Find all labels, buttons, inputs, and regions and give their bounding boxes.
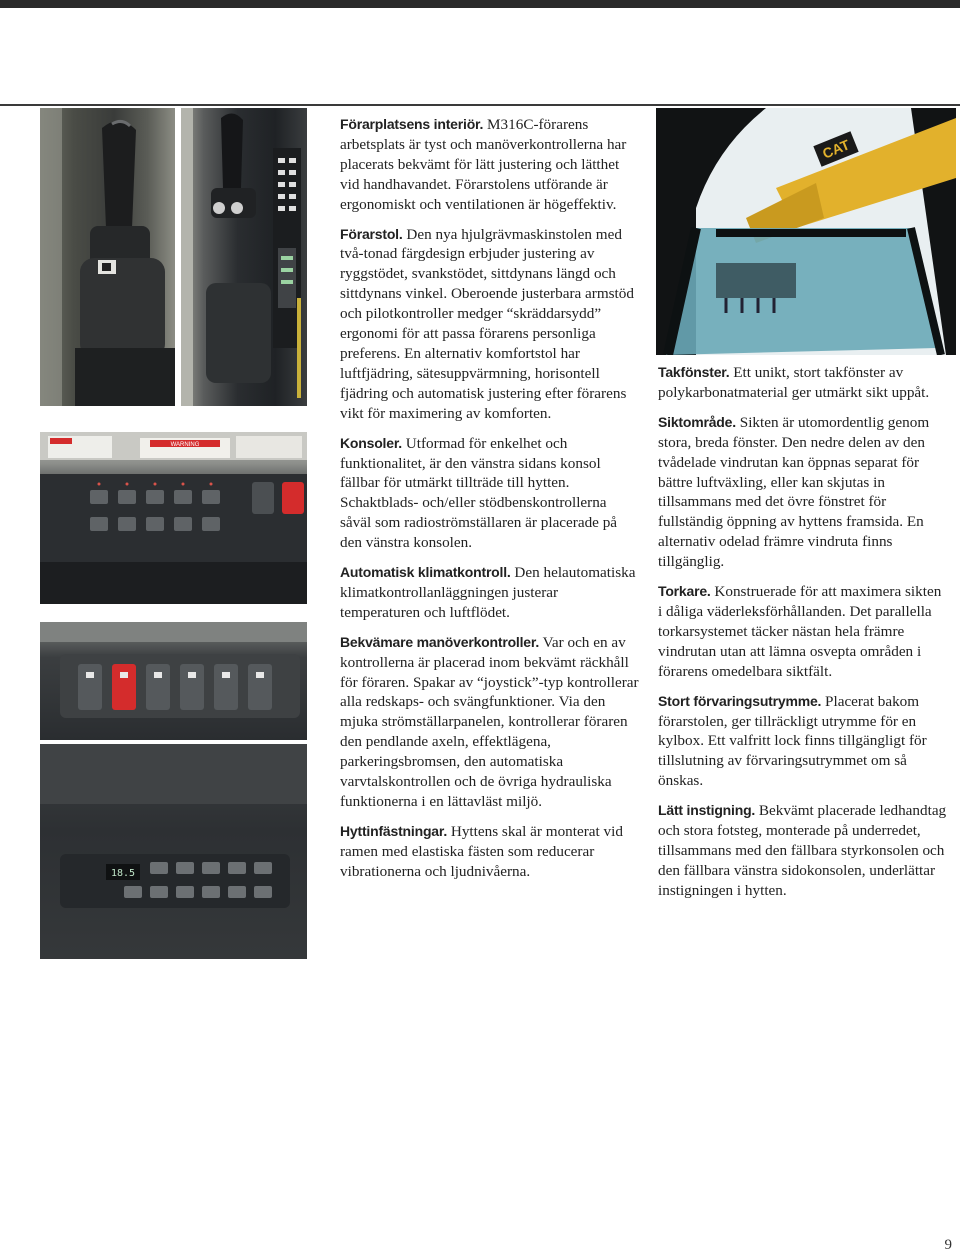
paragraph-consoles bbox=[340, 434, 640, 553]
paragraph-roof-window bbox=[658, 363, 948, 403]
photo-climate-control bbox=[40, 744, 307, 959]
text-column-right bbox=[658, 363, 948, 911]
heading-visibility: Siktområde. bbox=[658, 413, 736, 430]
paragraph-seat bbox=[340, 225, 640, 424]
paragraph-wipers bbox=[658, 582, 948, 682]
body-storage: Placerat bakom förarstolen, ger tillräckligt utrymme för en kylbox. Ett valfritt lock finns tillgängligt för tillslutning av förvaringsutrymmet om så önskas. bbox=[658, 692, 927, 790]
photo-console-warning bbox=[40, 432, 307, 604]
heading-climate: Automatisk klimatkontroll. bbox=[340, 564, 511, 581]
heading-consoles: Konsoler. bbox=[340, 434, 402, 451]
body-interior: M316C-förarens arbetsplats är tyst och manöverkontrollerna har placerats bekvämt för lätt justering och lätthet vid handhavandet. Förarstolens utförande är ergonomiskt och ventilationen är högeffektiv. bbox=[340, 116, 627, 213]
header-rule bbox=[0, 104, 960, 106]
photo-switch-panel bbox=[40, 622, 307, 740]
body-climate: Den helautomatiska klimatkontrollanläggningen justerar temperaturen och luftflödet. bbox=[340, 564, 636, 621]
heading-storage: Stort förvaringsutrymme. bbox=[658, 692, 822, 709]
paragraph-visibility bbox=[658, 413, 948, 572]
heading-wipers: Torkare. bbox=[658, 583, 711, 600]
paragraph-interior bbox=[340, 115, 640, 215]
body-seat: Den nya hjulgrävmaskinstolen med två-tonad färgdesign erbjuder justering av ryggstödet, svankstödet, sittdynans längd och sittdynans vinkel. Oberoende justerbara armstöd och pilotkontroller medger “skräddarsydd” ergonomi för att passa förarens personliga preferens. En alternativ komfortstol har luftfjädring, sätesuppvärmning, horisontell fjädring och automatisk justering efter förarens vikt för maximering av komforten. bbox=[340, 225, 634, 422]
body-wipers: Konstruerade för att maximera sikten i dåliga väderleksförhållanden. Det parallella torkarsystemet täcker nästan hela främre vindrutan utan att lämna osvepta områden i förarens omedelbara siktfält. bbox=[658, 583, 942, 680]
heading-roof-window: Takfönster. bbox=[658, 364, 730, 380]
body-roof-window: Ett unikt, stort takfönster av polykarbonatmaterial ger utmärkt sikt uppåt. bbox=[658, 364, 930, 401]
body-visibility: Sikten är utomordentlig genom stora, breda fönster. Den nedre delen av den tvådelade vindrutan kan öppnas separat för bättre luftväxling, eller kan skjutas in tillsammans med det övre fönstret för fullständig öppning av hyttens framsida. En alternativ odelad främre vindruta finns tillgänglig. bbox=[658, 413, 930, 571]
body-cab-mounts: Hyttens skal är monterat vid ramen med elastiska fästen som reducerar vibrationerna och ljudnivåerna. bbox=[340, 822, 623, 880]
body-controls: Var och en av kontrollerna är placerad inom bekvämt räckhåll för föraren. Spakar av “joystick”-typ kontrollerar alla redskaps- och svängfunktioner. Via den mjuka strömställarpanelen, kontrollerar föraren den pendlande axeln, effektlägena, parkeringsbromsen, den automatiska varvtalskontrollen och de övriga hydrauliska funktionerna i en lättavläst miljö. bbox=[340, 633, 639, 810]
warning-label-text: WARNING bbox=[170, 442, 200, 448]
heading-seat: Förarstol. bbox=[340, 225, 403, 242]
paragraph-entry bbox=[658, 801, 948, 901]
body-consoles: Utformad för enkelhet och funktionalitet, är den vänstra sidans konsol fällbar för utmärkt tillträde till hytten. Schaktblads- och/eller stödbenskontrollerna såväl som radioströmställaren är placerade på den vänstra konsolen. bbox=[340, 434, 618, 552]
page-number: 9 bbox=[944, 1237, 952, 1253]
paragraph-controls bbox=[340, 633, 640, 812]
cat-logo: CAT bbox=[820, 136, 852, 162]
heading-cab-mounts: Hyttinfästningar. bbox=[340, 822, 448, 839]
paragraph-climate bbox=[340, 563, 640, 623]
heading-controls: Bekvämare manöverkontroller. bbox=[340, 633, 540, 650]
top-bar bbox=[0, 0, 960, 8]
heading-interior: Förarplatsens interiör. bbox=[340, 116, 484, 132]
climate-display-readout: 18.5 bbox=[110, 868, 136, 879]
photo-joystick-left bbox=[40, 108, 175, 406]
text-column-left bbox=[340, 115, 640, 892]
paragraph-cab-mounts bbox=[340, 822, 640, 882]
photo-right-console bbox=[181, 108, 307, 406]
paragraph-storage bbox=[658, 692, 948, 792]
body-entry: Bekvämt placerade ledhandtag och stora fotsteg, monterade på underredet, tillsammans med den fällbara styrkonsolen och den fällbara vänstra sidokonsolen, underlättar instigningen i hytten. bbox=[658, 802, 947, 899]
heading-entry: Lätt instigning. bbox=[658, 802, 756, 819]
photo-roof-window bbox=[656, 108, 956, 355]
